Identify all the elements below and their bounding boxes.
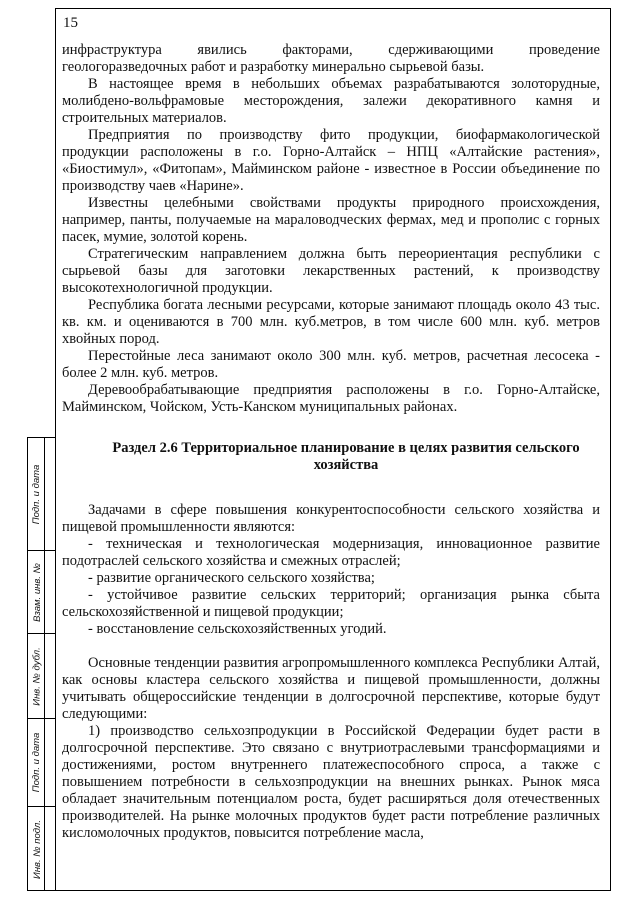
- paragraph: В настоящее время в небольших объемах разрабатываются золоторудные, молибдено-вольфрамовые месторождения, залежи декоративного камня и строительных материалов.: [62, 76, 600, 126]
- side-stamp-label: Инв. № дубл.: [31, 646, 43, 706]
- side-stamp-label: Инв. № подл.: [31, 820, 43, 879]
- document-body: [62, 42, 600, 842]
- spacer: [62, 638, 600, 655]
- side-stamp-cell: [28, 634, 55, 719]
- side-stamp-label: Подп. и дата: [31, 464, 43, 524]
- paragraph: Известны целебными свойствами продукты природного происхождения, например, панты, получаемые на мараловодческих фермах, мед и прополис с горных пасек, мумие, золотой корень.: [62, 195, 600, 245]
- list-item: - развитие органического сельского хозяйства;: [88, 570, 375, 586]
- side-stamp-label: Подп. и дата: [31, 732, 43, 793]
- paragraph: Основные тенденции развития агропромышленного комплекса Республики Алтай, как основы кластера сельского хозяйства и пищевой промышленности, должны учитывать общероссийские тенденции в долгосрочной перспективе, которые будут следующими:: [62, 655, 600, 722]
- side-stamp-cell: [28, 551, 55, 634]
- list-item: - восстановление сельскохозяйственных угодий.: [88, 621, 387, 637]
- side-stamp-cell: [28, 438, 55, 551]
- paragraph: Перестойные леса занимают около 300 млн. куб. метров, расчетная лесосека - более 2 млн. куб. метров.: [62, 348, 600, 381]
- list-item: - техническая и технологическая модернизация, инновационное развитие подотраслей сельского хозяйства и смежных отраслей;: [62, 536, 600, 569]
- page-number: 15: [63, 15, 78, 31]
- side-stamp-cell: [28, 719, 55, 807]
- side-stamp-cell: [28, 807, 55, 892]
- side-stamp-label: Взам. инв. №: [31, 562, 43, 622]
- paragraph: Деревообрабатывающие предприятия расположены в г.о. Горно-Алтайске, Майминском, Чойском, Усть-Канском муниципальных районах.: [62, 382, 600, 415]
- paragraph: инфраструктура явились факторами, сдерживающими проведение геологоразведочных работ и разработку минерально сырьевой базы.: [62, 42, 600, 75]
- paragraph: Стратегическим направлением должна быть переориентация республики с сырьевой базы для заготовки лекарственных растений, к производству высокотехнологичной продукции.: [62, 246, 600, 296]
- list-item: - устойчивое развитие сельских территорий; организация рынка сбыта сельскохозяйственной и пищевой продукции;: [62, 587, 600, 620]
- paragraph: Республика богата лесными ресурсами, которые занимают площадь около 43 тыс. кв. км. и оцениваются в 700 млн. куб.метров, в том числе 600 млн. куб. метров хвойных пород.: [62, 297, 600, 347]
- paragraph: Задачами в сфере повышения конкурентоспособности сельского хозяйства и пищевой промышленности являются:: [62, 502, 600, 535]
- paragraph: 1) производство сельхозпродукции в Российской Федерации будет расти в долгосрочной перспективе. Это связано с внутриотраслевыми трансформациями и достижениями, ростом внутреннего платежеспособного спроса, а также с повышением потребности в сельхозпродукции на внешних рынках. Рынок мяса обладает значительным потенциалом роста, будет расширяться доля отечественных производителей. На рынке молочных продуктов будет расти потребление различных кисломолочных продуктов, повысится потребление масла,: [62, 723, 600, 841]
- section-title: Раздел 2.6 Территориальное планирование в целях развития сельского хозяйства: [112, 440, 580, 473]
- side-stamp: [27, 437, 55, 891]
- paragraph: Предприятия по производству фито продукции, биофармакологической продукции расположены в г.о. Горно-Алтайск – НПЦ «Алтайские растения», «Биостимул», «Фитопам», Майминском районе - известное в России объединение по производству чаев «Нарине».: [62, 127, 600, 194]
